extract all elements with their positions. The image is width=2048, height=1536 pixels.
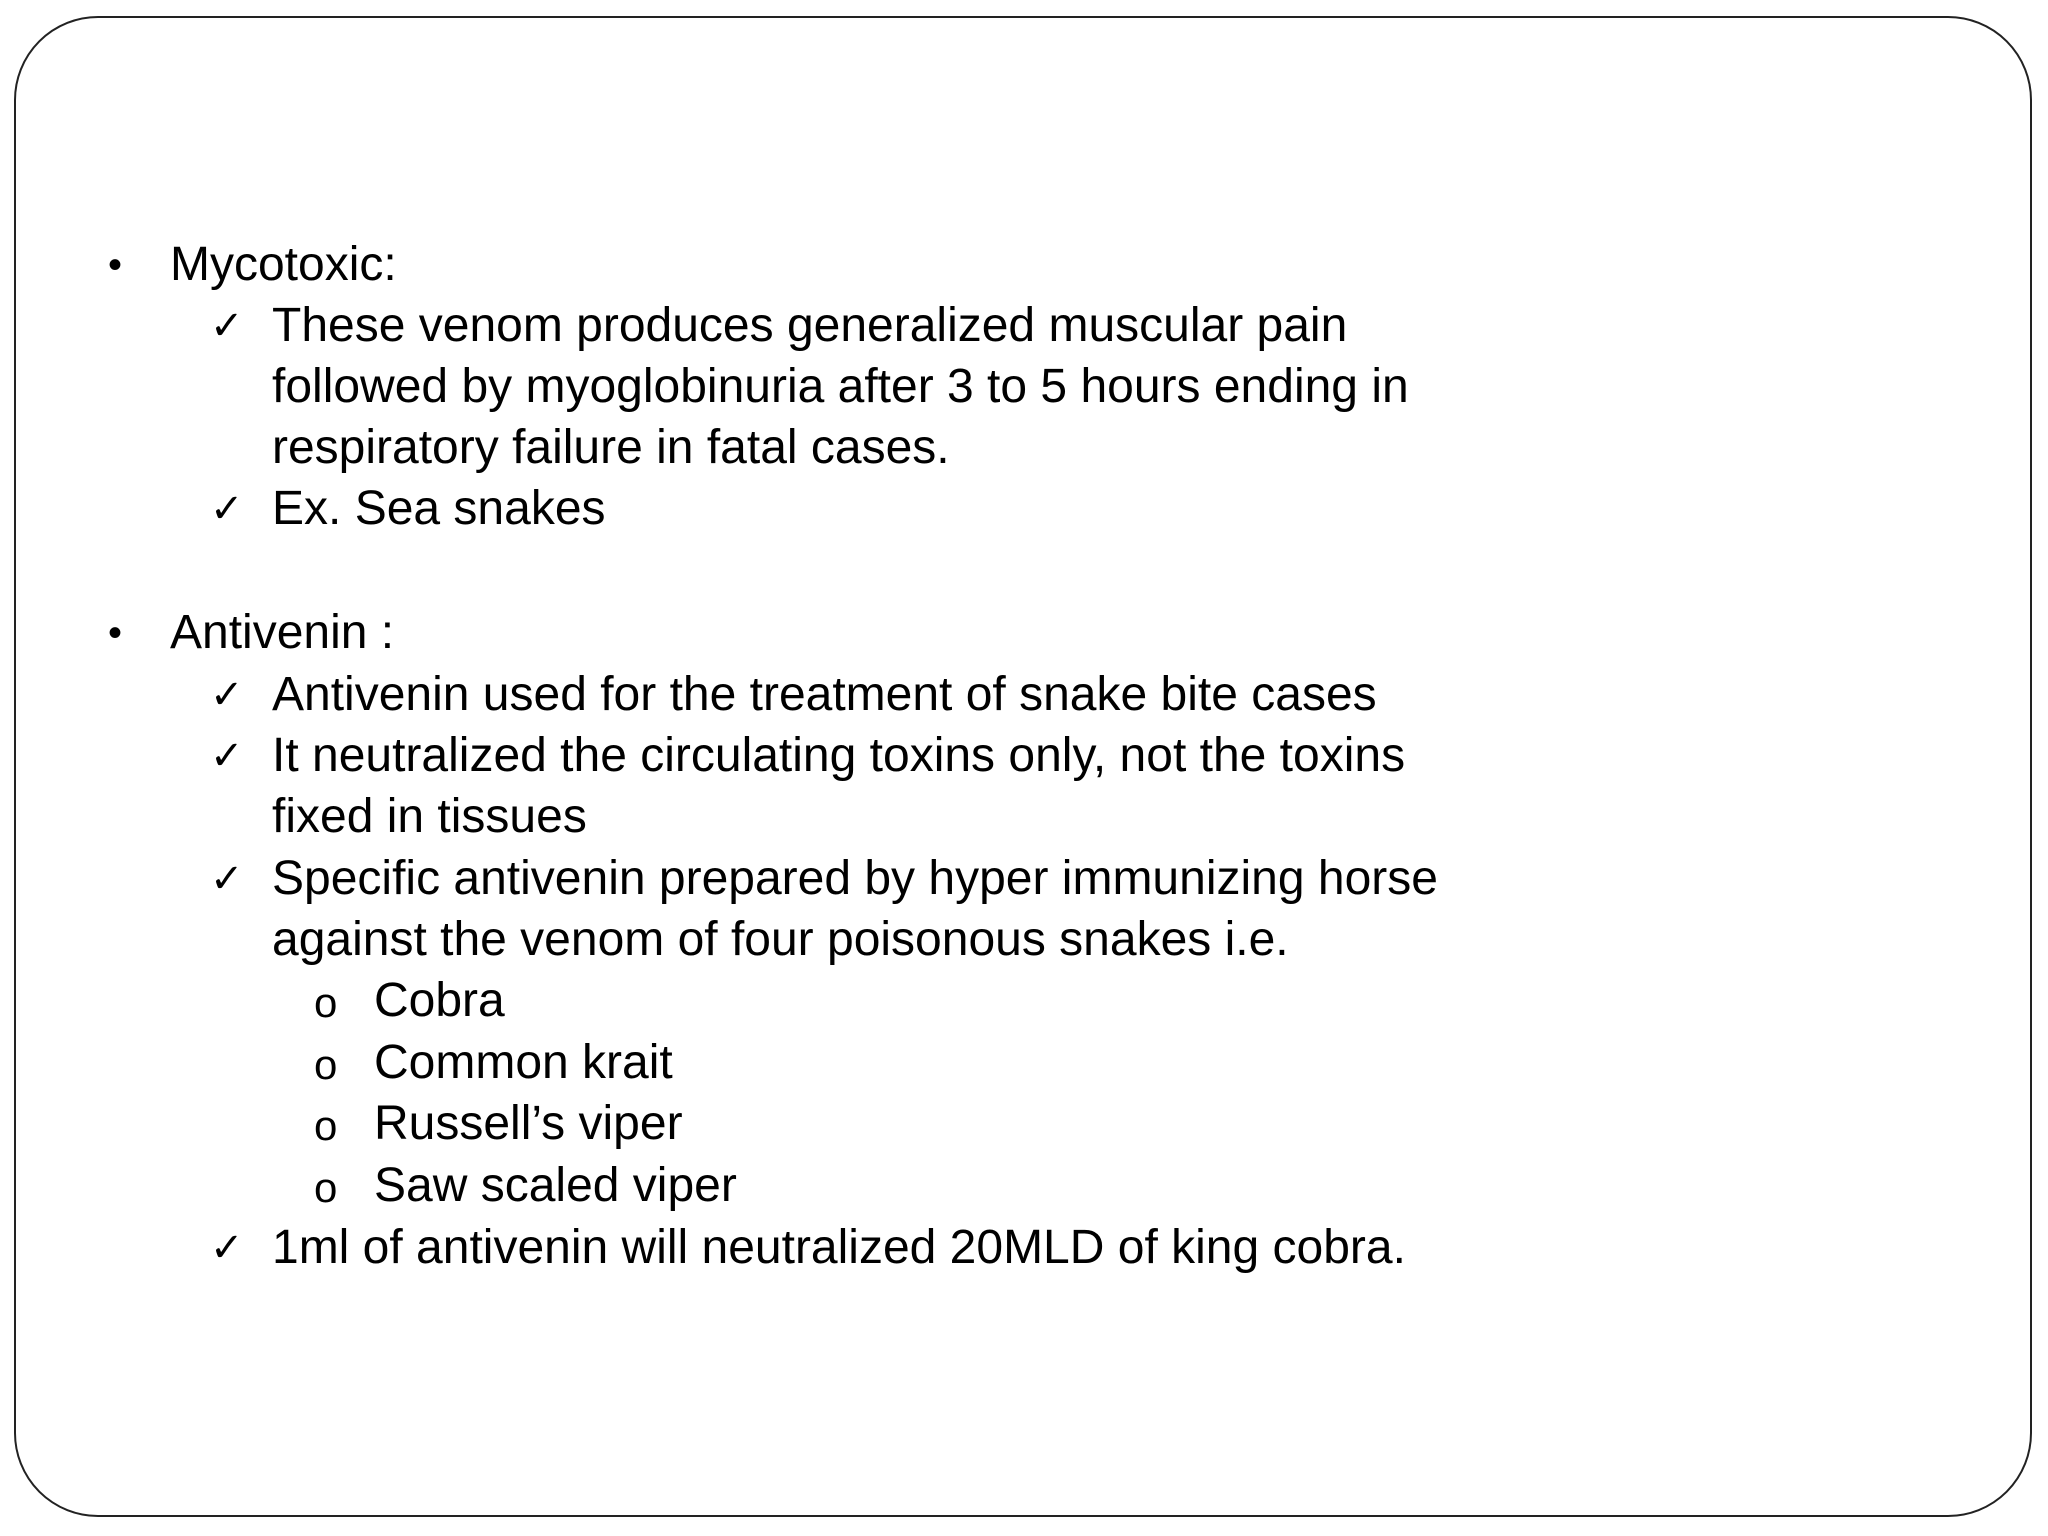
circle-bullet-icon: o bbox=[314, 1102, 338, 1149]
section-heading-mycotoxic: Mycotoxic: bbox=[170, 238, 397, 291]
subitem-text: Saw scaled viper bbox=[374, 1159, 737, 1212]
item-text: respiratory failure in fatal cases. bbox=[272, 421, 950, 474]
bullet-icon: • bbox=[108, 611, 123, 655]
check-icon: ✓ bbox=[210, 303, 244, 349]
item-text: followed by myoglobinuria after 3 to 5 hours ending in bbox=[272, 360, 1409, 413]
circle-bullet-icon: o bbox=[314, 1041, 338, 1088]
circle-bullet-icon: o bbox=[314, 1164, 338, 1211]
item-text: These venom produces generalized muscular pain bbox=[272, 299, 1348, 352]
circle-bullet-icon: o bbox=[314, 979, 338, 1026]
item-text: It neutralized the circulating toxins only, not the toxins bbox=[272, 729, 1406, 782]
item-text: against the venom of four poisonous snakes i.e. bbox=[272, 913, 1289, 966]
check-icon: ✓ bbox=[210, 672, 244, 718]
check-icon: ✓ bbox=[210, 856, 244, 902]
item-text: Antivenin used for the treatment of snake bite cases bbox=[272, 668, 1377, 721]
item-text: Specific antivenin prepared by hyper immunizing horse bbox=[272, 852, 1438, 905]
bullet-icon: • bbox=[108, 243, 123, 287]
check-icon: ✓ bbox=[210, 1225, 244, 1271]
subitem-text: Cobra bbox=[374, 974, 505, 1027]
section-heading-antivenin: Antivenin : bbox=[170, 606, 395, 659]
item-text: Ex. Sea snakes bbox=[272, 482, 606, 535]
subitem-text: Common krait bbox=[374, 1036, 673, 1089]
check-icon: ✓ bbox=[210, 486, 244, 532]
check-icon: ✓ bbox=[210, 733, 244, 779]
item-text: 1ml of antivenin will neutralized 20MLD of king cobra. bbox=[272, 1221, 1406, 1274]
item-text: fixed in tissues bbox=[272, 790, 587, 843]
subitem-text: Russell’s viper bbox=[374, 1097, 683, 1150]
